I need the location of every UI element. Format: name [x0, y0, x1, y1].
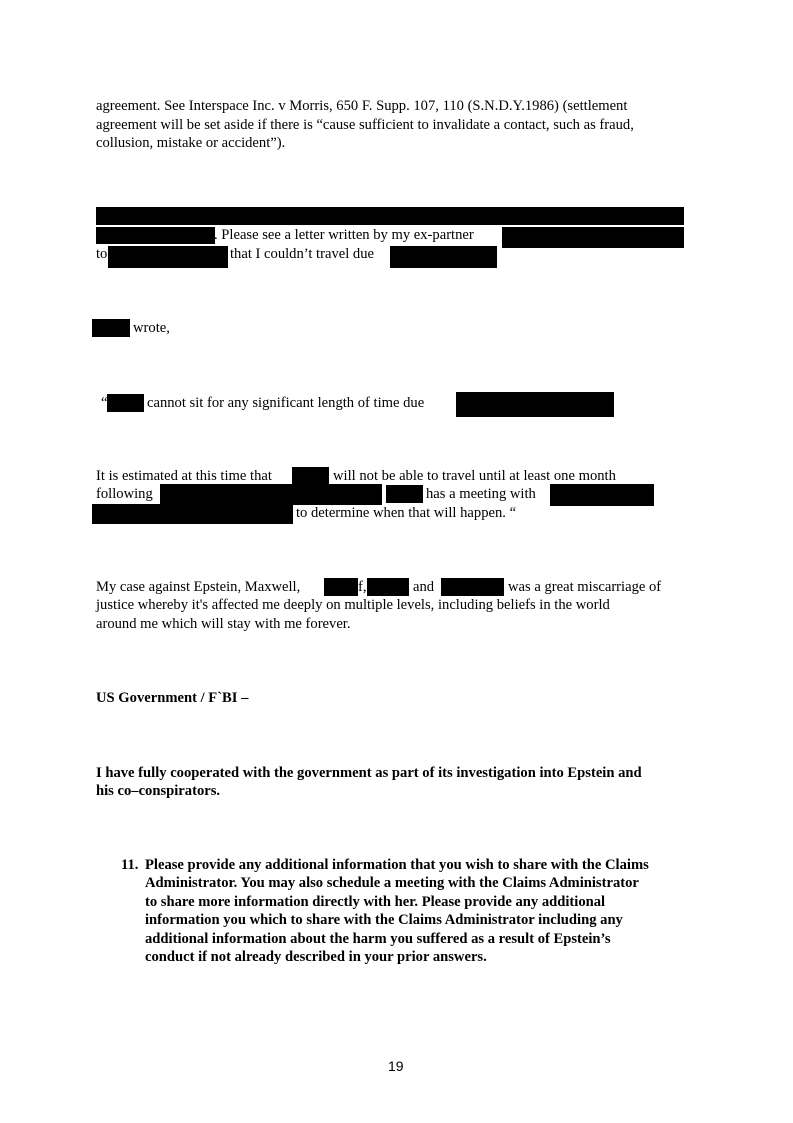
redaction-block: [386, 485, 423, 503]
redaction-block: [96, 207, 684, 225]
body-text-line: agreement. See Interspace Inc. v Morris, 650 F. Supp. 107, 110 (S.N.D.Y.1986) (settlement: [96, 98, 628, 114]
body-text-fragment: cannot sit for any significant length of time due: [147, 395, 425, 411]
redaction-block: [324, 578, 358, 596]
redaction-block: [550, 484, 654, 506]
question-text-line: additional information about the harm you suffered as a result of Epstein’s: [145, 931, 611, 947]
redaction-block: [456, 392, 614, 417]
redaction-block: [390, 246, 497, 268]
body-text-line: collusion, mistake or accident”).: [96, 135, 286, 151]
question-text-line: Administrator. You may also schedule a meeting with the Claims Administrator: [145, 875, 639, 891]
body-text-fragment: It is estimated at this time that: [96, 468, 272, 484]
body-text-line: agreement will be set aside if there is “cause sufficient to invalidate a contact, such as fraud,: [96, 117, 634, 133]
redaction-block: [502, 227, 684, 248]
redaction-block: [160, 484, 382, 505]
body-text-line: justice whereby it's affected me deeply on multiple levels, including beliefs in the world: [96, 597, 610, 613]
question-text-line: Please provide any additional information that you wish to share with the Claims: [145, 857, 649, 873]
redaction-block: [96, 227, 215, 244]
question-number: 11.: [121, 857, 139, 873]
redaction-block: [107, 394, 144, 412]
question-text-line: information you which to share with the Claims Administrator including any: [145, 912, 623, 928]
body-text-fragment: f,: [358, 579, 367, 595]
page-number: 19: [388, 1058, 404, 1074]
body-text-line: . Please see a letter written by my ex-partner: [214, 227, 474, 243]
body-text-line: around me which will stay with me forever.: [96, 616, 351, 632]
redaction-block: [92, 319, 130, 337]
redaction-block: [441, 578, 504, 596]
body-text-fragment: that I couldn’t travel due: [230, 246, 374, 262]
redaction-block: [108, 246, 228, 268]
question-text-line: to share more information directly with her. Please provide any additional: [145, 894, 606, 910]
redaction-block: [367, 578, 409, 596]
body-text-fragment: to determine when that will happen. “: [296, 505, 517, 521]
body-text-fragment: and: [413, 579, 435, 595]
redaction-block: [292, 467, 329, 485]
section-heading: US Government / F`BI –: [96, 690, 249, 706]
body-text-fragment: was a great miscarriage of: [508, 579, 662, 595]
redaction-block: [92, 504, 293, 524]
body-text-fragment: My case against Epstein, Maxwell,: [96, 579, 301, 595]
body-text-fragment: has a meeting with: [426, 486, 536, 502]
body-text-fragment: will not be able to travel until at least one month: [333, 468, 616, 484]
bold-text-line: his co–conspirators.: [96, 783, 221, 799]
bold-text-line: I have fully cooperated with the government as part of its investigation into Epstein and: [96, 765, 642, 781]
body-text-fragment: wrote,: [133, 320, 170, 336]
question-text-line: conduct if not already described in your prior answers.: [145, 949, 487, 965]
body-text-fragment: following: [96, 486, 153, 502]
body-text-fragment: to: [96, 246, 108, 262]
open-quote: “: [101, 395, 108, 411]
